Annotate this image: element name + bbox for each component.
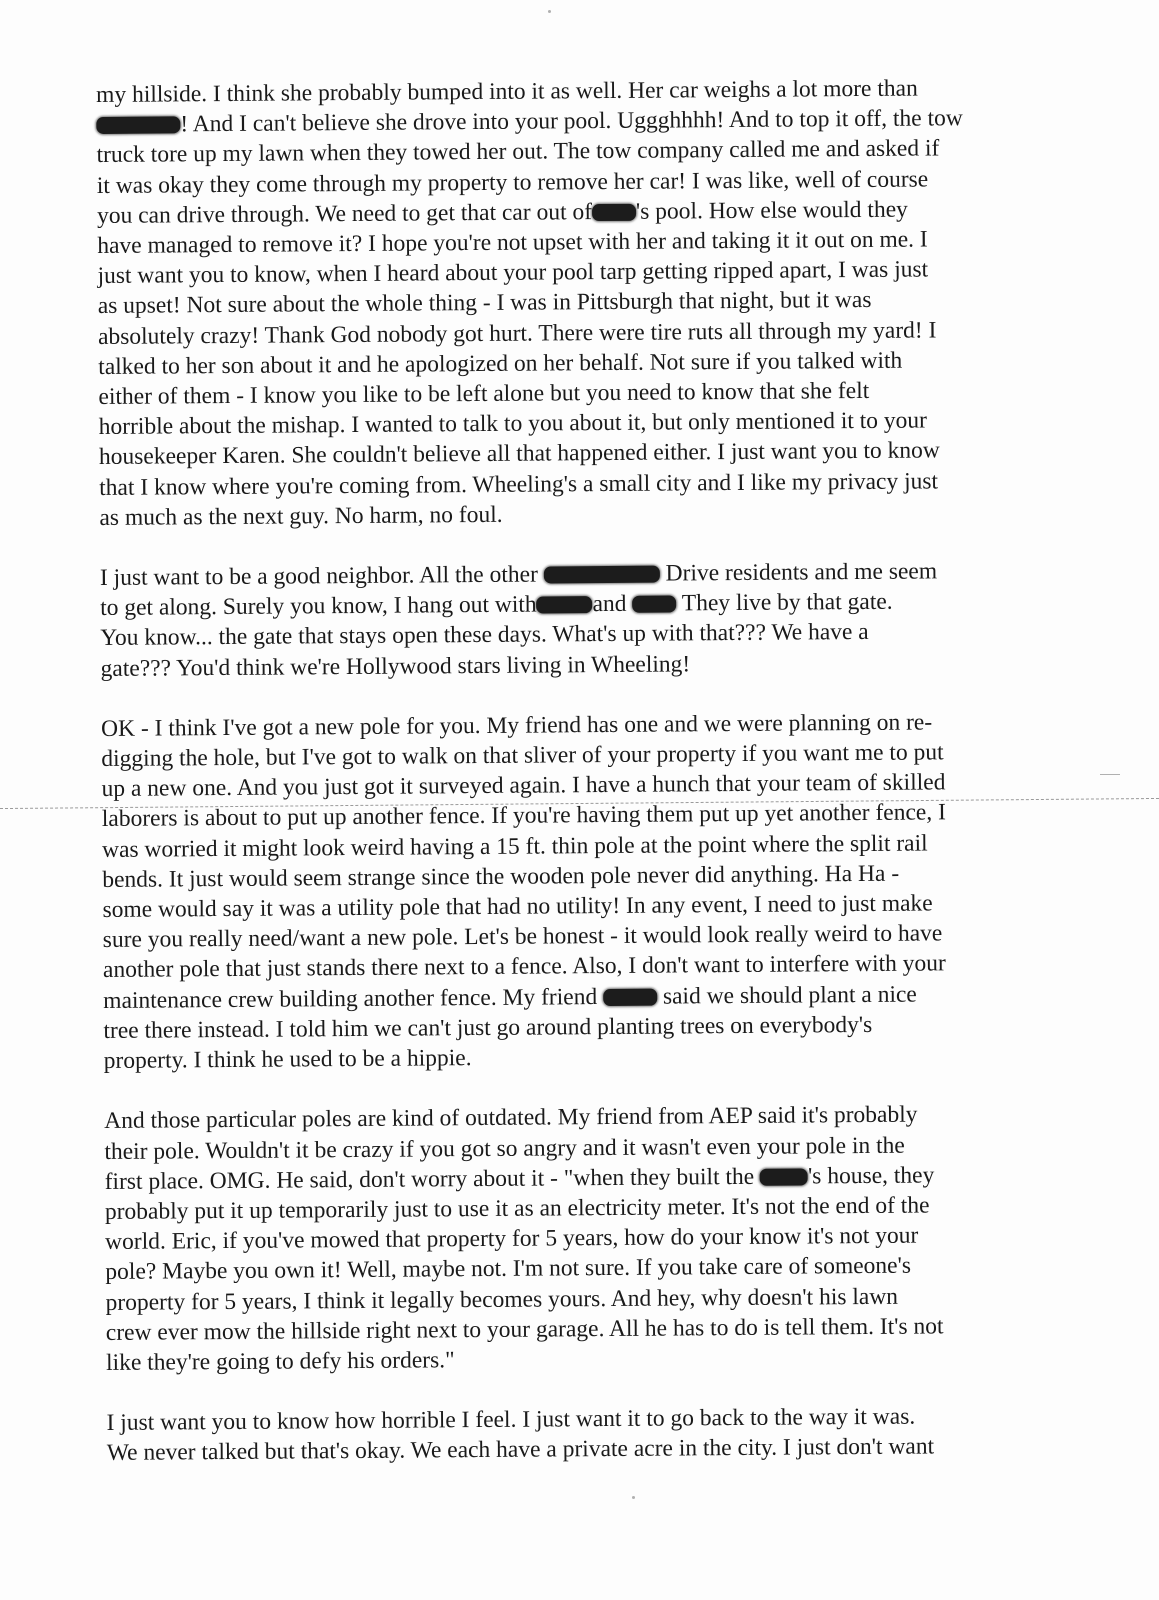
paragraph-3 (101, 706, 1054, 1076)
text-line: another pole that just stands there next to a fence. Also, I don't want to interfere with your (102, 950, 946, 984)
redaction-mark (96, 117, 180, 135)
text-line: ! And I can't believe she drove into your pool. Uggghhhh! And to top it off, the tow (96, 103, 1046, 141)
text-line: crew ever mow the hillside right next to your garage. All he has to do is tell them. It's not (105, 1313, 944, 1346)
text-line: We never talked but that's okay. We each have a private acre in the city. I just don't want (106, 1433, 935, 1467)
text-line: world. Eric, if you've mowed that property for 5 years, how do your know it's not your (105, 1222, 919, 1256)
text-line: was worried it might look weird having a 15 ft. thin pole at the point where the split rail (101, 830, 928, 863)
text-line: digging the hole, but I've got to walk on that sliver of your property if you want me to put (101, 739, 944, 773)
redaction-mark (592, 204, 636, 221)
letter-body (96, 73, 1057, 1469)
text-line: some would say it was a utility pole that had no utility! In any event, I need to just make (102, 890, 933, 924)
text-line: property for 5 years, I think it legally becomes yours. And hey, why doesn't his lawn (105, 1283, 899, 1316)
text-line: like they're going to defy his orders." (105, 1347, 455, 1376)
paragraph-5 (106, 1401, 1056, 1469)
text-line: have managed to remove it? I hope you're not upset with her and taking it it out on me. I (97, 226, 928, 260)
text-line: You know... the gate that stays open these days. What's up with that??? We have a (100, 619, 869, 652)
scan-speck (632, 1496, 635, 1499)
text-line: up a new one. And you just got it surveyed again. I have a hunch that your team of skilled (101, 769, 946, 803)
redaction-mark (632, 596, 676, 613)
paragraph-4 (104, 1099, 1056, 1378)
scan-speck (1100, 774, 1120, 775)
paragraph-2 (100, 556, 1051, 684)
text-line: that I know where you're coming from. Wheeling's a small city and I like my privacy just (99, 468, 939, 501)
text-line: I just want you to know how horrible I feel. I just want it to go back to the way it was. (106, 1403, 916, 1437)
scan-speck (548, 10, 551, 13)
paragraph-1 (96, 73, 1050, 533)
text-line: as upset! Not sure about the whole thing - I was in Pittsburgh that night, but it was (97, 287, 872, 320)
text-line: either of them - I know you like to be left alone but you need to know that she felt (98, 377, 870, 411)
text-line: property. I think he used to be a hippie. (103, 1045, 472, 1075)
redaction-mark (760, 1168, 808, 1185)
text-line: talked to her son about it and he apologized on her behalf. Not sure if you talked with (98, 347, 903, 380)
text-line: truck tore up my lawn when they towed her out. The tow company called me and asked if (96, 135, 940, 169)
text-line: sure you really need/want a new pole. Let's be honest - it would look really weird to have (102, 920, 943, 954)
text-line: just want you to know, when I heard about your pool tarp getting ripped apart, I was just (97, 256, 929, 290)
text-line: it was okay they come through my property to remove her car! I was like, well of course (96, 166, 929, 199)
text-line: gate??? You'd think we're Hollywood stars living in Wheeling! (100, 651, 691, 682)
text-line: my hillside. I think she probably bumped into it as well. Her car weighs a lot more than (96, 75, 918, 108)
text-line: pole? Maybe you own it! Well, maybe not. I'm not sure. If you take care of someone's (105, 1252, 912, 1286)
text-line: I just want to be a good neighbor. All the other Drive residents and me seem (99, 558, 938, 592)
text-line: maintenance crew building another fence. My friend said we should plant a nice (103, 981, 917, 1014)
redaction-mark (537, 596, 593, 613)
text-line: their pole. Wouldn't it be crazy if you got so angry and it wasn't even your pole in the (104, 1132, 905, 1165)
redaction-mark (544, 566, 660, 584)
text-line: housekeeper Karen. She couldn't believe all that happened either. I just want you to know (98, 437, 940, 471)
text-line: first place. OMG. He said, don't worry about it - "when they built the 's house, they (104, 1162, 935, 1195)
redaction-mark (603, 988, 657, 1005)
text-line: you can drive through. We need to get that car out of 's pool. How else would they (96, 196, 908, 229)
text-line: probably put it up temporarily just to use it as an electricity meter. It's not the end of the (104, 1192, 930, 1225)
text-line: laborers is about to put up another fence. If you're having them put up yet another fence, I (101, 799, 946, 833)
text-line: OK - I think I've got a new pole for you. My friend has one and we were planning on re- (100, 709, 933, 742)
text-line: horrible about the mishap. I wanted to talk to you about it, but only mentioned it to your (98, 407, 928, 441)
text-line: tree there instead. I told him we can't just go around planting trees on everybody's (103, 1011, 873, 1044)
text-line: bends. It just would seem strange since the wooden pole never did anything. Ha Ha - (102, 860, 900, 893)
text-line: absolutely crazy! Thank God nobody got hurt. There were tire ruts all through my yard! I (97, 317, 937, 350)
text-line: to get along. Surely you know, I hang out with and They live by that gate. (100, 589, 893, 622)
text-line: as much as the next guy. No harm, no foul. (99, 501, 503, 531)
text-line: And those particular poles are kind of outdated. My friend from AEP said it's probably (104, 1101, 918, 1135)
